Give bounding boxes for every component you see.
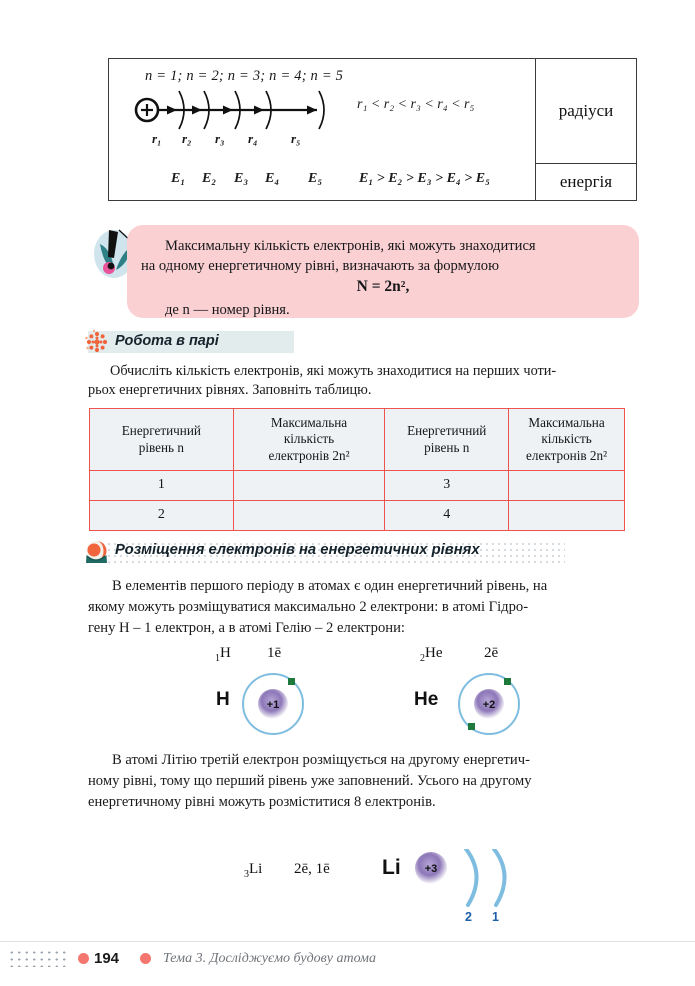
footer-divider <box>0 941 695 942</box>
atom-symbol-h: H <box>216 689 230 710</box>
header-line: рівень n <box>424 439 470 455</box>
atom-index-label-h <box>215 645 231 664</box>
energy-levels-diagram-box <box>108 58 637 201</box>
radius-label-1: r₁ <box>152 131 162 146</box>
atom-electron-count-h: 1ē <box>267 645 282 661</box>
table-header-row <box>90 409 625 471</box>
cell-radii: радіуси <box>536 59 636 164</box>
atom-charge-h: +1 <box>266 699 280 711</box>
footer-theme-title: Тема 3. Досліджуємо будову атома <box>163 951 376 966</box>
header-line: кількість <box>283 431 335 447</box>
radius-label-2: r₂ <box>182 131 192 146</box>
footer-bullet-left-icon <box>78 953 89 964</box>
header-line: Максимальна <box>528 414 605 430</box>
atom-electron-count-he: 2ē <box>484 645 499 661</box>
levels-line: n = 1; n = 2; n = 3; n = 4; n = 5 <box>145 68 344 84</box>
orange-dots-circle-icon <box>84 329 110 355</box>
table-cell: 1 <box>90 471 234 501</box>
table-header-cell-4 <box>509 409 625 471</box>
header-line: Енергетичний <box>407 423 487 438</box>
atom-index-label-he <box>420 645 443 664</box>
callout-formula: N = 2n², <box>356 278 410 295</box>
atom-diagrams-row <box>0 645 695 740</box>
section-title-placement: Розміщення електронів на енергетичних рівнях <box>115 542 480 558</box>
paragraph-lithium <box>88 750 625 812</box>
section-title-pair-work: Робота в парі <box>115 333 219 349</box>
table-header-cell-2 <box>233 409 385 471</box>
task-line-1: Обчисліть кількість електронів, які можуть знаходитися на перших чоти- <box>110 363 557 379</box>
header-line: Енергетичний <box>121 423 201 438</box>
electron-marker <box>468 723 475 730</box>
radius-inequality: r₁ < r₂ < r₃ < r₄ < r₅ <box>357 97 475 112</box>
table-header-cell-3 <box>385 409 509 471</box>
table-cell: 2 <box>90 501 234 531</box>
callout-note: де n — номер рівня. <box>165 302 290 318</box>
atom-index-number-he: 2 <box>420 653 425 664</box>
table-row <box>90 471 625 501</box>
lithium-shell-label-1: 1 <box>492 910 499 924</box>
diagram-right-panel <box>535 59 636 200</box>
paragraph-first-period <box>88 576 625 638</box>
radius-label-5: r₅ <box>291 131 301 146</box>
lithium-shell-label-2: 2 <box>465 910 472 924</box>
header-line: Максимальна <box>270 414 348 430</box>
info-callout <box>127 225 639 318</box>
energy-label-2: E₂ <box>202 171 217 186</box>
paragraph-line: В елементів першого періоду в атомах є один енергетичний рівень, на <box>112 578 548 594</box>
electron-levels-table <box>89 408 625 531</box>
footer-dot-pattern <box>8 949 70 967</box>
task-instruction <box>88 362 624 399</box>
header-line: рівень n <box>138 439 184 455</box>
energy-inequality: E₁ > E₂ > E₃ > E₄ > E₅ <box>359 171 491 186</box>
orange-teal-sphere-icon <box>83 539 110 566</box>
atom-index-symbol-h: H <box>220 645 231 661</box>
table-cell-blank[interactable] <box>233 471 385 501</box>
table-cell-blank[interactable] <box>233 501 385 531</box>
paragraph-line: енергетичному рівні можуть розміститися 8 електронів. <box>88 793 436 810</box>
energy-labels <box>135 171 530 193</box>
paragraph-line: якому можуть розміщуватися максимально 2 електрони: в атомі Гідро- <box>88 598 529 615</box>
table-cell-blank[interactable] <box>509 501 625 531</box>
page-number: 194 <box>94 950 120 967</box>
cell-energy: енергія <box>559 172 613 191</box>
table-cell-blank[interactable] <box>509 471 625 501</box>
table-cell: 4 <box>385 501 509 531</box>
lithium-distribution: 2ē, 1ē <box>294 861 330 877</box>
lithium-symbol: Li <box>382 856 401 879</box>
callout-line-2: на одному енергетичному рівні, визначають за формулою <box>141 258 499 274</box>
atom-index-symbol-he: He <box>425 645 443 661</box>
table-row <box>90 501 625 531</box>
diagram-left-panel <box>109 59 535 200</box>
energy-label-5: E₅ <box>308 171 323 186</box>
atom-index-number-h: 1 <box>215 653 220 664</box>
radius-labels <box>135 131 535 151</box>
lithium-index-number: 3 <box>244 869 249 880</box>
energy-label-1: E₁ <box>171 171 186 186</box>
atom-shell-diagram-h <box>236 667 310 741</box>
energy-label-3: E₃ <box>234 171 249 186</box>
table-header-cell-1 <box>90 409 234 471</box>
radius-label-3: r₃ <box>215 131 225 146</box>
lithium-shell-arc-1 <box>494 849 505 905</box>
callout-line-1: Максимальну кількість електронів, які можуть знаходитися <box>165 238 536 254</box>
table-cell: 3 <box>385 471 509 501</box>
atom-shell-diagram-he <box>452 667 526 741</box>
paragraph-line: ному рівні, тому що перший рівень уже заповнений. Усього на другому <box>88 772 532 789</box>
lithium-index-label <box>244 861 262 880</box>
paragraph-line: В атомі Літію третій електрон розміщується на другому енергетич- <box>112 752 530 768</box>
lithium-shell-arc-2 <box>466 849 477 905</box>
atom-symbol-he: He <box>414 689 439 710</box>
radius-label-4: r₄ <box>248 131 258 146</box>
header-line: електронів 2n² <box>268 447 350 463</box>
electron-marker <box>504 678 511 685</box>
header-line: кількість <box>541 431 592 447</box>
footer-bullet-right-icon <box>140 953 151 964</box>
atom-charge-he: +2 <box>482 699 496 711</box>
paragraph-line: гену Н – 1 електрон, а в атомі Гелію – 2 електрони: <box>88 619 405 636</box>
energy-label-4: E₄ <box>265 171 280 186</box>
lithium-charge: +3 <box>424 863 438 875</box>
lithium-index-symbol: Li <box>249 861 263 877</box>
header-line: електронів 2n² <box>526 447 608 463</box>
electron-marker <box>288 678 295 685</box>
lithium-diagram-row <box>0 845 695 930</box>
task-line-2: рьох енергетичних рівнях. Заповніть таблицю. <box>88 381 372 398</box>
